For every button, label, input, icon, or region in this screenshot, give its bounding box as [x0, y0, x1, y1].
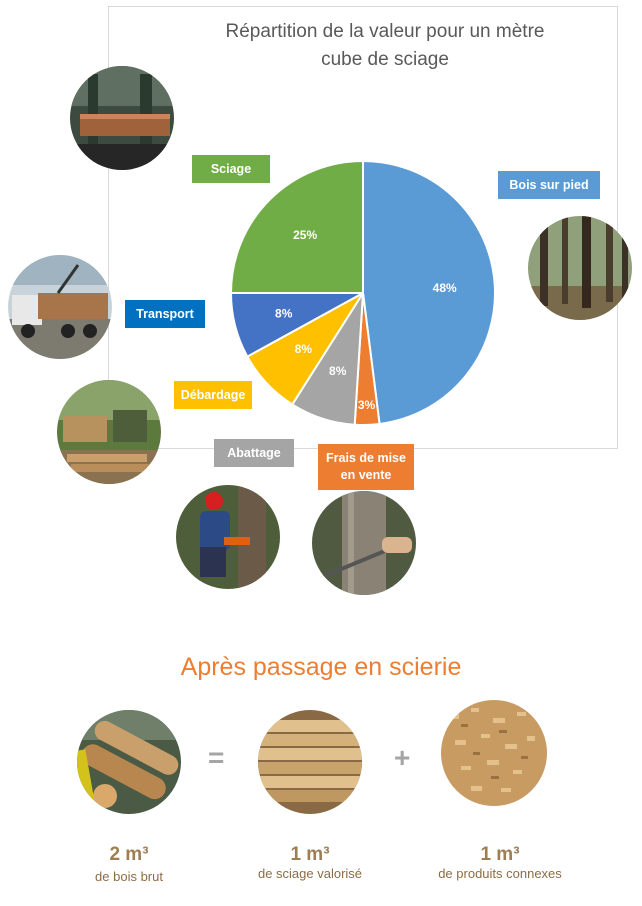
forwarder-photo — [57, 380, 161, 484]
label-bois-sur-pied: Bois sur pied — [498, 171, 600, 199]
pie-value-label: 8% — [329, 363, 347, 378]
pie-value-label: 8% — [275, 306, 293, 321]
pie-value-label: 8% — [294, 342, 313, 357]
raw-wood-description: de bois brut — [95, 869, 163, 884]
pie-value-label: 25% — [293, 228, 318, 243]
chart-title-line-2: cube de sciage — [321, 49, 449, 70]
forest-photo — [528, 216, 632, 320]
sawn-lumber-photo — [258, 710, 362, 814]
chart-title-line-1: Répartition de la valeur pour un mètre — [225, 21, 545, 42]
wood-chips-photo — [441, 700, 547, 806]
sawmill-photo — [70, 66, 174, 170]
by-products-quantity: 1 m³ — [480, 844, 520, 865]
label-sciage: Sciage — [192, 155, 270, 183]
chainsaw-logger-photo — [176, 485, 280, 589]
sawn-lumber-description: de sciage valorisé — [257, 866, 363, 881]
label-frais-de-mise-en-vente — [318, 444, 414, 490]
raw-wood-quantity: 2 m³ — [109, 844, 149, 865]
pie-slice-bois-sur-pied — [363, 161, 495, 424]
label-frais-line-1: Frais de mise — [326, 451, 406, 465]
label-transport: Transport — [125, 300, 205, 328]
label-frais-line-2: en vente — [340, 468, 392, 482]
after-sawmill-title: Après passage en scierie — [180, 653, 462, 681]
label-debardage: Débardage — [174, 381, 252, 409]
sawn-lumber-quantity: 1 m³ — [290, 844, 330, 865]
label-abattage: Abattage — [214, 439, 294, 467]
pie-value-label: 48% — [432, 280, 457, 295]
tree-marking-photo — [312, 491, 416, 595]
equals-sign: = — [208, 742, 225, 773]
plus-sign: + — [394, 742, 411, 773]
log-truck-photo — [8, 255, 112, 359]
by-products-description: de produits connexes — [438, 866, 562, 881]
raw-logs-photo — [77, 710, 181, 814]
pie-value-label: 3% — [357, 398, 376, 413]
